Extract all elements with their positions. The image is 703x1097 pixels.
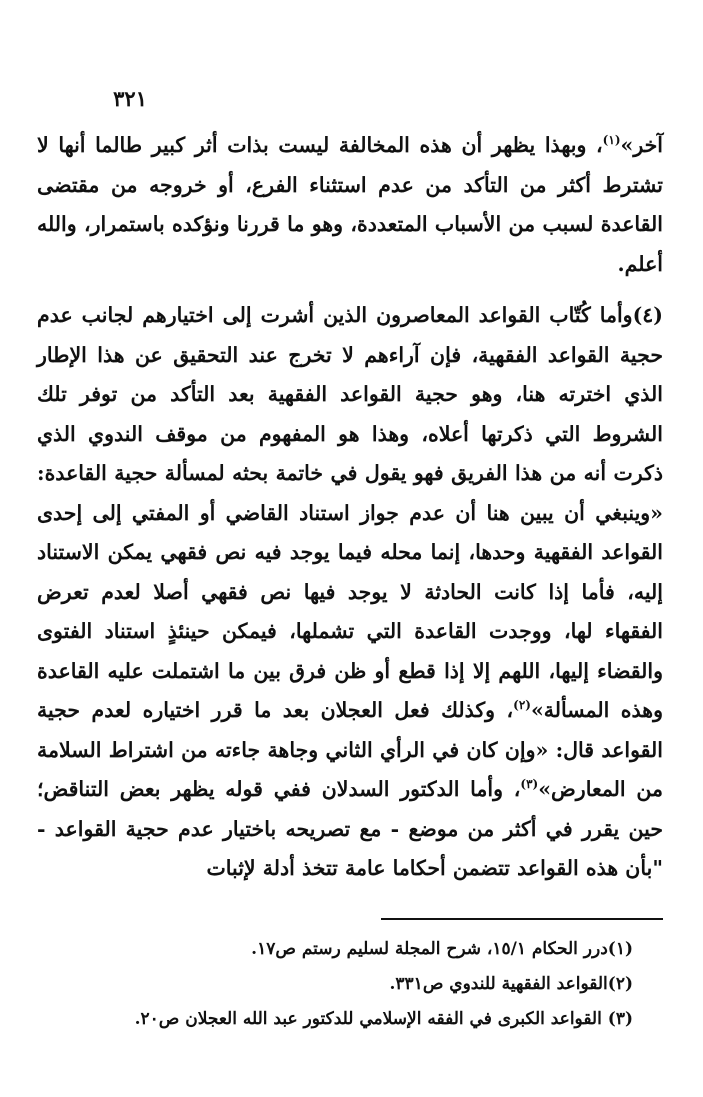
paragraph-2-text-b: ، وكذلك فعل العجلان بعد ما قرر اختياره لعدم حجية القواعد قال: «وإن كان في الرأي الثاني وجاهة جاءته من اشتراط السلامة من المعارض» — [37, 698, 663, 801]
paragraph-1-text-a: آخر» — [620, 133, 663, 157]
footnote-ref-3: (٣) — [520, 777, 539, 792]
paragraph-1-text-b: ، وبهذا يظهر أن هذه المخالفة ليست بذات أثر كبير طالما أنها لا تشترط أكثر من التأكد من عدم استثناء الفرع، أو خروجه من مقتضى القاعدة لسبب من الأسباب المتعددة، وهو ما قررنا ونؤكده باستمرار، والله أعلم. — [37, 133, 663, 276]
paragraph-2-text-c: ، وأما الدكتور السدلان ففي قوله يظهر بعض التناقض؛ حين يقرر في أكثر من موضع - مع تصريحه باختيار عدم حجية القواعد - "بأن هذه القواعد تتضمن أحكاما عامة تتخذ أدلة لإثبات — [37, 777, 663, 880]
footnote-divider — [381, 918, 663, 920]
footnote-3: (٣) القواعد الكبرى في الفقه الإسلامي للدكتور عبد الله العجلان ص٢٠. — [134, 1009, 633, 1029]
footnote-2: (٢)القواعد الفقهية للندوي ص٣٣١. — [389, 974, 633, 994]
footnote-ref-1: (١) — [602, 133, 621, 148]
footnote-1: (١)درر الحكام ١٥/١، شرح المجلة لسليم رستم ص١٧. — [251, 939, 633, 959]
page-number: ٣٢١ — [113, 86, 147, 111]
main-text — [37, 126, 663, 889]
paragraph-1 — [37, 126, 663, 284]
paragraph-2-text-a: (٤)وأما كُتّاب القواعد المعاصرون الذين أشرت إلى اختيارهم لجانب عدم حجية القواعد الفقهية، فإن آراءهم لا تخرج عند التحقيق عن هذا الإطار الذي اخترته هنا، وهو حجية القواعد الفقهية بعد التأكد من توفر تلك الشروط التي ذكرتها أعلاه، وهذا هو المفهوم من موقف الندوي الذي ذكرت أنه من هذا الفريق فهو يقول في خاتمة بحثه لمسألة حجية القاعدة: «وينبغي أن يبين هنا أن عدم جواز استناد القاضي أو المفتي إلى إحدى القواعد الفقهية وحدها، إنما محله فيما يوجد فيه نص فقهي يمكن الاستناد إليه، فأما إذا كانت الحادثة لا يوجد فيها نص فقهي أصلا لعدم تعرض الفقهاء لها، ووجدت القاعدة التي تشملها، فيمكن حينئذٍ استناد الفتوى والقضاء إليها، اللهم إلا إذا قطع أو ظن فرق بين ما اشتملت عليه القاعدة وهذه المسألة» — [37, 303, 663, 722]
footnotes — [33, 932, 633, 1037]
paragraph-2 — [37, 296, 663, 889]
footnote-ref-2: (٢) — [513, 698, 531, 713]
